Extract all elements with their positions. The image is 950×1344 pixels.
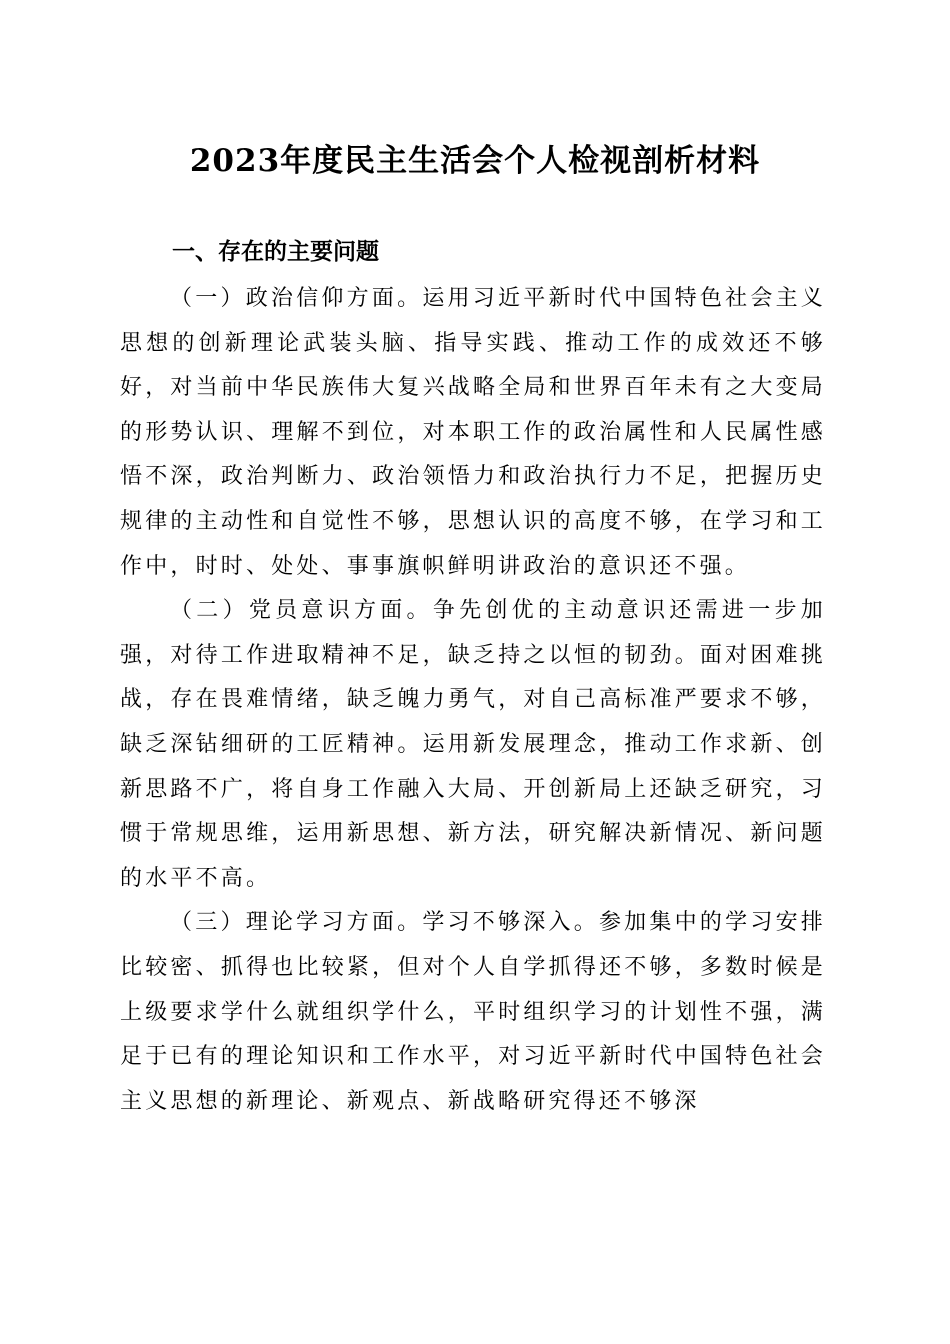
paragraph-text: 运用习近平新时代中国特色社会主义思想的创新理论武装头脑、指导实践、推动工作的成效还不够好，对当前中华民族伟大复兴战略全局和世界百年未有之大变局的形势认识、理解不到位，对本职工作的政治属性和人民属性感悟不深，政治判断力、政治领悟力和政治执行力不足，把握历史规律的主动性和自觉性不够，思想认识的高度不够，在学习和工作中，时时、处处、事事旗帜鲜明讲政治的意识还不强。: [120, 286, 826, 579]
paragraph-political-belief: [120, 277, 826, 589]
paragraph-party-awareness: [120, 589, 826, 901]
section-heading: 一、存在的主要问题: [172, 239, 379, 265]
paragraph-lead: （三）理论学习方面。: [170, 910, 423, 936]
paragraph-text: 学习不够深入。参加集中的学习安排比较密、抓得也比较紧，但对个人自学抓得还不够，多数时候是上级要求学什么就组织学什么，平时组织学习的计划性不强，满足于已有的理论知识和工作水平，对习近平新时代中国特色社会主义思想的新理论、新观点、新战略研究得还不够深: [120, 910, 826, 1114]
paragraph-lead: （一）政治信仰方面。: [170, 286, 423, 311]
document-title: 2023年度民主生活会个人检视剖析材料: [189, 143, 761, 179]
paragraph-theory-study: [120, 901, 826, 1124]
paragraph-lead: （二）党员意识方面。: [170, 598, 433, 624]
paragraph-text: 争先创优的主动意识还需进一步加强，对待工作进取精神不足，缺乏持之以恒的韧劲。面对困难挑战，存在畏难情绪，缺乏魄力勇气，对自己高标准严要求不够，缺乏深钻细研的工匠精神。运用新发展理念，推动工作求新、创新思路不广，将自身工作融入大局、开创新局上还缺乏研究，习惯于常规思维，运用新思想、新方法，研究解决新情况、新问题的水平不高。: [120, 598, 826, 891]
document-body: [120, 277, 826, 1124]
